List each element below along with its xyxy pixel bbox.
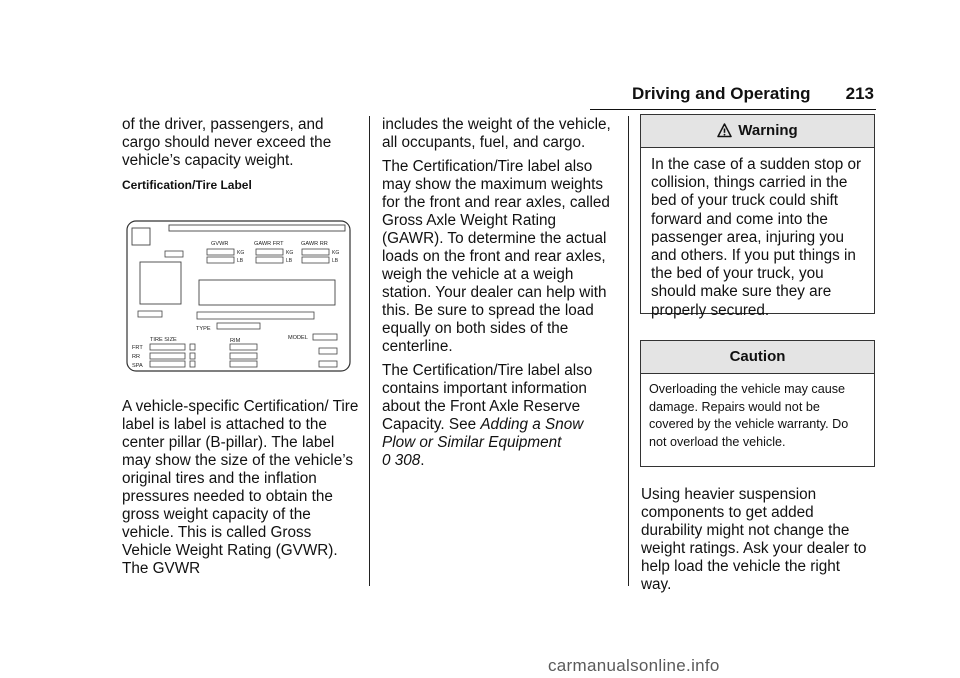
caution-title: Caution — [729, 348, 786, 365]
gawr-frt-lb-unit: LB — [286, 258, 293, 264]
suspension-paragraph: Using heavier suspension components to get added durability might not change the weight ratings. Ask your dealer to help load the vehicle the right way. — [641, 486, 867, 593]
gawr-frt-kg-unit: KG — [286, 250, 294, 256]
page-ref-symbol: 0 — [382, 452, 391, 469]
paragraph-front-axle-reserve — [382, 362, 620, 470]
tire-label-diagram — [126, 220, 351, 372]
gvwr-label: GVWR — [211, 241, 229, 247]
gvwr-kg-unit: KG — [237, 250, 245, 256]
page-header — [590, 80, 876, 110]
paragraph-gawr: The Certification/Tire label also may show the maximum weights for the front and rear axles, called Gross Axle Weight Rating (GAWR). To determine the actual loads on the front and rear axles, weigh the vehicle at a weigh station. Your dealer can help with this. Be sure to spread the load equally on both sides of the centerline. — [382, 158, 610, 355]
watermark: carmanualsonline.info — [548, 656, 720, 675]
gawr-rr-kg-unit: KG — [332, 250, 340, 256]
warning-triangle-icon — [717, 118, 732, 150]
gawr-rr-label: GAWR RR — [301, 241, 328, 247]
page-number: 213 — [845, 84, 874, 103]
rim-label: RIM — [230, 338, 241, 344]
column-2 — [382, 116, 620, 470]
snow-plow-link[interactable]: Adding a Snow Plow or Similar Equipment — [382, 416, 584, 451]
sentence-end: . — [420, 452, 425, 469]
column-1-lower — [122, 398, 362, 578]
section-title: Driving and Operating — [632, 84, 811, 103]
gawr-rr-lb-unit: LB — [332, 258, 339, 264]
model-label: MODEL — [288, 335, 308, 341]
frt-label: FRT — [132, 345, 143, 351]
type-label: TYPE — [196, 326, 211, 332]
spa-label: SPA — [132, 363, 143, 369]
figure-caption: Certification/Tire Label — [122, 178, 252, 192]
column-divider-left — [369, 116, 370, 586]
gawr-frt-label: GAWR FRT — [254, 241, 284, 247]
front-axle-text: The Certification/Tire label also contains important information about the Front Axle Reserve Capacity. See — [382, 362, 593, 433]
rr-label: RR — [132, 354, 141, 360]
caution-header — [641, 341, 874, 374]
warning-box — [640, 114, 875, 319]
column-divider-right — [628, 116, 629, 586]
warning-header — [641, 115, 874, 148]
certification-tire-label-figure — [126, 220, 351, 372]
paragraph-gvwr-continued: includes the weight of the vehicle, all occupants, fuel, and cargo. — [382, 116, 611, 151]
column-3-lower — [641, 486, 873, 594]
gvwr-lb-unit: LB — [237, 258, 244, 264]
warning-text: In the case of a sudden stop or collision, things carried in the bed of your truck could shift forward and come into the passenger area, injuring you and others. If you put things in the bed of your truck, you should make sure they are properly secured. — [651, 156, 862, 319]
page-ref-link[interactable]: 308 — [394, 452, 421, 469]
column-1 — [122, 116, 362, 192]
caution-box — [640, 340, 875, 467]
tire-size-label: TIRE SIZE — [150, 337, 177, 343]
body-paragraph: A vehicle-specific Certification/ Tire label is label is attached to the center pillar (B-pillar). The label may show the size of the vehicle’s original tires and the inflation pressures needed to obtain the gross weight capacity of the vehicle. This is called Gross Vehicle Weight Rating (GVWR). The GVWR — [122, 398, 359, 577]
header-rule — [590, 109, 876, 110]
warning-title: Warning — [738, 122, 798, 139]
intro-paragraph: of the driver, passengers, and cargo should never exceed the vehicle’s capacity weight. — [122, 116, 332, 169]
caution-text: Overloading the vehicle may cause damage. Repairs would not be covered by the vehicle warranty. Do not overload the vehicle. — [649, 382, 849, 449]
